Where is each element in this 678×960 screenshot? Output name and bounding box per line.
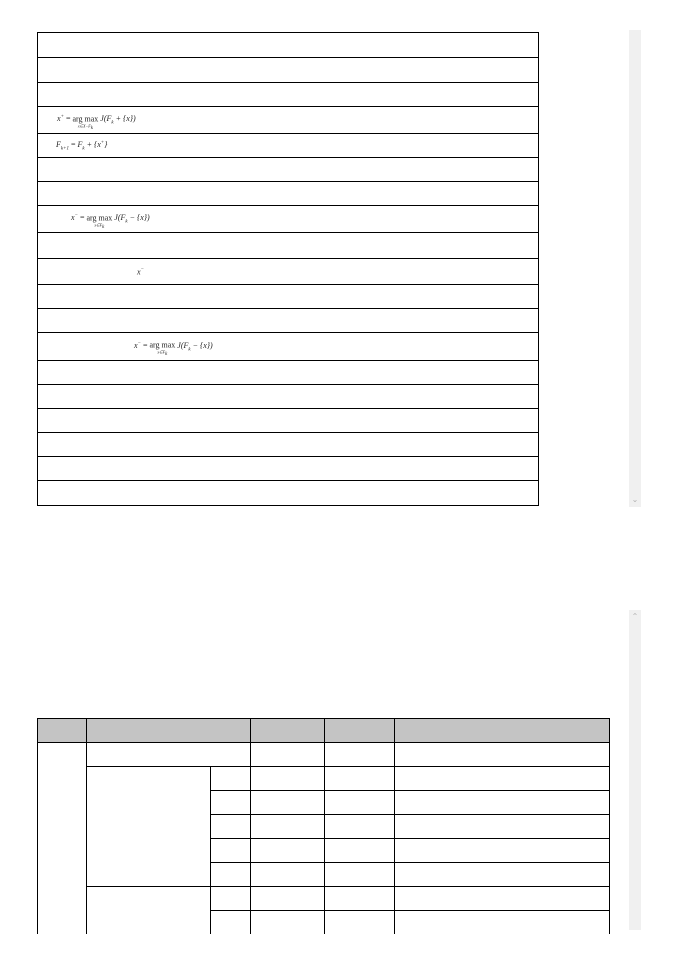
algorithm-cell	[38, 309, 539, 333]
algorithm-cell	[38, 58, 539, 83]
table-cell	[211, 767, 251, 791]
algorithm-cell	[38, 233, 539, 259]
algorithm-cell	[38, 433, 539, 457]
table-cell	[395, 887, 610, 911]
formula-forward-select: x+ = arg max $x\in X-F_k$ $J(F_k + \{x\})$	[57, 114, 136, 131]
table-cell	[211, 887, 251, 911]
algorithm-table	[37, 32, 539, 506]
table-row	[38, 887, 610, 911]
table-cell	[395, 791, 610, 815]
table-cell	[211, 791, 251, 815]
chevron-up-icon[interactable]: ⌃	[631, 612, 639, 621]
algorithm-cell	[38, 33, 539, 58]
algorithm-row	[38, 182, 539, 206]
scrollbar-bottom[interactable]	[629, 610, 641, 930]
table-row	[38, 743, 610, 767]
algorithm-row	[38, 333, 539, 361]
table-row	[38, 767, 610, 791]
algorithm-row	[38, 285, 539, 309]
formula-backward-select-2: x− = arg max $x\in F_k$ $J(F_k - \{x\})$	[134, 340, 213, 358]
algorithm-row	[38, 83, 539, 107]
header-cell	[395, 719, 610, 743]
table-cell	[395, 911, 610, 935]
algorithm-cell	[38, 158, 539, 182]
table-cell	[325, 887, 395, 911]
table-cell	[395, 863, 610, 887]
header-cell	[87, 719, 251, 743]
algorithm-cell	[38, 361, 539, 385]
algorithm-cell	[38, 83, 539, 107]
algorithm-row	[38, 33, 539, 58]
table-cell	[395, 815, 610, 839]
table-cell	[211, 863, 251, 887]
structure-table	[37, 718, 610, 934]
table-cell	[251, 887, 325, 911]
table-cell	[251, 911, 325, 935]
table-cell	[211, 911, 251, 935]
table-cell	[395, 839, 610, 863]
table-cell	[325, 743, 395, 767]
algorithm-cell	[38, 457, 539, 481]
table-cell	[87, 887, 211, 935]
algorithm-cell	[38, 285, 539, 309]
algorithm-cell	[38, 134, 539, 158]
header-row	[38, 719, 610, 743]
table-cell	[87, 767, 211, 887]
algorithm-cell	[38, 409, 539, 433]
table-cell	[38, 743, 87, 935]
table-cell	[251, 863, 325, 887]
table-cell	[395, 767, 610, 791]
table-cell	[211, 815, 251, 839]
algorithm-cell	[38, 182, 539, 206]
algorithm-row	[38, 107, 539, 134]
table-cell	[325, 911, 395, 935]
algorithm-row	[38, 361, 539, 385]
table-cell	[325, 791, 395, 815]
algorithm-cell	[38, 107, 539, 134]
algorithm-cell	[38, 333, 539, 361]
algorithm-row	[38, 158, 539, 182]
table-cell	[251, 743, 325, 767]
algorithm-row	[38, 58, 539, 83]
algorithm-row	[38, 481, 539, 506]
algorithm-row	[38, 206, 539, 233]
table-cell	[87, 743, 251, 767]
formula-backward-select: x− = arg max $x\in F_k$ $J(F_k - \{x\})$	[71, 213, 150, 230]
algorithm-row	[38, 259, 539, 285]
table-cell	[251, 839, 325, 863]
algorithm-row	[38, 409, 539, 433]
algorithm-row	[38, 134, 539, 158]
algorithm-row	[38, 385, 539, 409]
algorithm-cell	[38, 481, 539, 506]
algorithm-cell	[38, 385, 539, 409]
table-cell	[251, 815, 325, 839]
chevron-down-icon[interactable]: ⌄	[631, 495, 639, 504]
header-cell	[251, 719, 325, 743]
table-cell	[325, 767, 395, 791]
algorithm-cell	[38, 206, 539, 233]
table-cell	[211, 839, 251, 863]
algorithm-cell	[38, 259, 539, 285]
header-cell	[325, 719, 395, 743]
table-cell	[325, 815, 395, 839]
algorithm-row	[38, 233, 539, 259]
header-cell	[38, 719, 87, 743]
formula-update-set: $F_{k+1} = F_k + \{x^+\}$	[56, 139, 108, 152]
formula-removed-variable: x−	[137, 266, 144, 276]
algorithm-row	[38, 433, 539, 457]
algorithm-row	[38, 457, 539, 481]
table-cell	[325, 863, 395, 887]
algorithm-row	[38, 309, 539, 333]
scrollbar-top[interactable]	[629, 30, 641, 507]
table-cell	[325, 839, 395, 863]
table-cell	[251, 791, 325, 815]
table-cell	[251, 767, 325, 791]
table-cell	[395, 743, 610, 767]
